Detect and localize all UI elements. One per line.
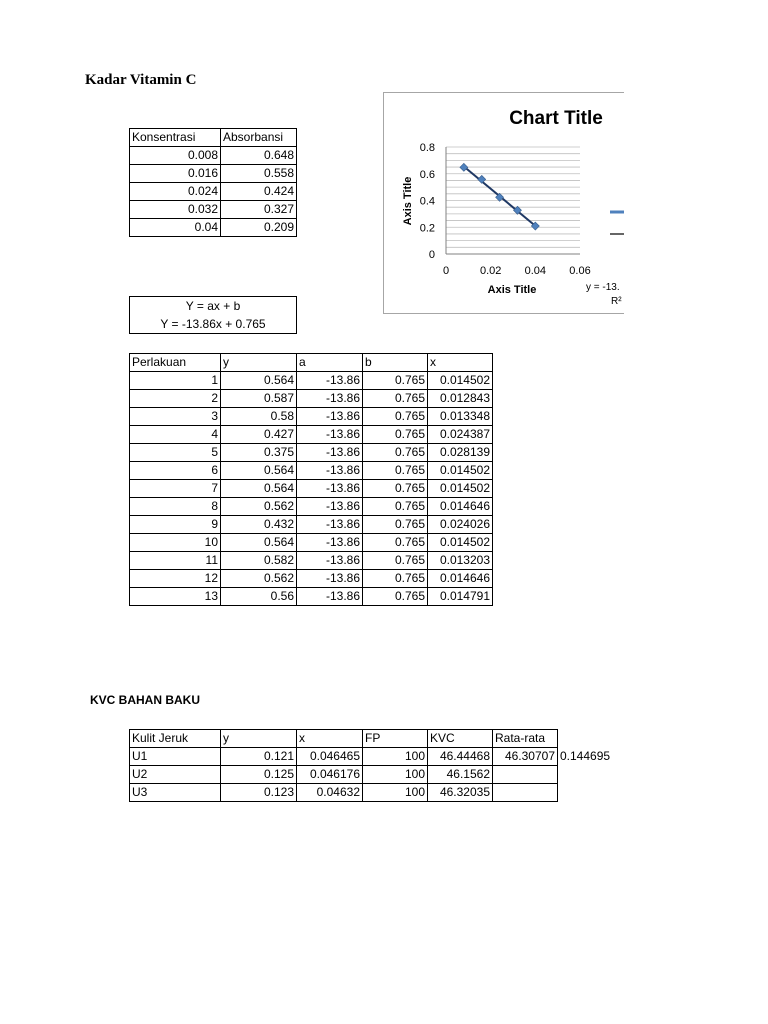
data-point [478, 175, 486, 183]
table-cell: 0.765 [363, 516, 428, 534]
table-cell: 0.558 [221, 165, 297, 183]
table-cell: 1 [130, 372, 221, 390]
header-cell: x [428, 354, 493, 372]
table-row [130, 165, 297, 183]
empty-cell [558, 730, 618, 748]
header-cell: y [221, 354, 297, 372]
table-cell: 0.04 [130, 219, 221, 237]
table-cell: 9 [130, 516, 221, 534]
chart-frame[interactable] [383, 92, 624, 314]
x-tick-label: 0.06 [569, 265, 591, 277]
table-cell: -13.86 [297, 516, 363, 534]
table-cell: 0.028139 [428, 444, 493, 462]
table-cell: 0.016 [130, 165, 221, 183]
x-tick-label: 0.04 [524, 265, 547, 277]
table-row [130, 534, 493, 552]
table-cell [493, 784, 558, 802]
table-cell: 46.32035 [428, 784, 493, 802]
table-cell: 0.013203 [428, 552, 493, 570]
table-cell: 8 [130, 498, 221, 516]
header-cell: a [297, 354, 363, 372]
table-cell: 0.209 [221, 219, 297, 237]
table-row [130, 201, 297, 219]
table-cell: 100 [363, 766, 428, 784]
table-cell: -13.86 [297, 480, 363, 498]
table-cell: 0.424 [221, 183, 297, 201]
table-cell: 0.765 [363, 552, 428, 570]
header-cell: FP [363, 730, 428, 748]
table-cell: 100 [363, 784, 428, 802]
table-cell: 0.123 [221, 784, 297, 802]
table-cell [558, 766, 618, 784]
table-cell: 0.014646 [428, 498, 493, 516]
header-cell: KVC [428, 730, 493, 748]
table-cell: 0.144695 [560, 749, 611, 763]
table-cell: 0.427 [221, 426, 297, 444]
header-cell: Konsentrasi [130, 129, 221, 147]
table-row [130, 408, 493, 426]
table-cell: 0.014791 [428, 588, 493, 606]
equation-box [129, 296, 297, 334]
table-row [130, 766, 618, 784]
table-cell: 0.562 [221, 570, 297, 588]
table-cell: U1 [130, 748, 221, 766]
header-cell: Rata-rata [493, 730, 558, 748]
table-cell: U2 [130, 766, 221, 784]
table-cell: 0.765 [363, 570, 428, 588]
table-cell: 2 [130, 390, 221, 408]
table-cell: 100 [363, 748, 428, 766]
table-cell: 0.032 [130, 201, 221, 219]
table-row [130, 390, 493, 408]
table-cell: -13.86 [297, 534, 363, 552]
table-row [130, 516, 493, 534]
chart-grid [446, 147, 580, 254]
table-cell: 0.765 [363, 408, 428, 426]
table-cell: 0.582 [221, 552, 297, 570]
table-cell: 11 [130, 552, 221, 570]
y-tick-label: 0.4 [419, 195, 435, 208]
table-cell: -13.86 [297, 570, 363, 588]
table-cell: 0.765 [363, 588, 428, 606]
header-cell: Kulit Jeruk [130, 730, 221, 748]
table-row [130, 219, 297, 237]
table-cell: 0.014502 [428, 534, 493, 552]
table-row [130, 462, 493, 480]
table-cell: 0.012843 [428, 390, 493, 408]
table-cell: 0.564 [221, 480, 297, 498]
table-cell: 0.765 [363, 498, 428, 516]
equation-general: Y = ax + b [185, 299, 241, 313]
table-header-row [130, 354, 493, 372]
x-tick-label: 0.02 [479, 265, 502, 277]
table-cell: 0.58 [221, 408, 297, 426]
table-cell: 0.375 [221, 444, 297, 462]
table-cell: 0.56 [221, 588, 297, 606]
table-cell: -13.86 [297, 552, 363, 570]
table-cell: -13.86 [297, 588, 363, 606]
table-cell: U3 [130, 784, 221, 802]
table-cell: 0.587 [221, 390, 297, 408]
table-cell: 46.30707 [493, 748, 558, 766]
table-row [130, 183, 297, 201]
table-cell: 0.562 [221, 498, 297, 516]
x-tick-label: 0 [442, 265, 450, 277]
table-cell: 0.014502 [428, 372, 493, 390]
table-row [130, 570, 493, 588]
table-row [130, 748, 618, 766]
table-cell: 5 [130, 444, 221, 462]
table-cell: -13.86 [297, 444, 363, 462]
table-cell: 0.432 [221, 516, 297, 534]
table-cell: 0.765 [363, 534, 428, 552]
y-tick-label: 0.2 [419, 222, 435, 235]
table-row [130, 588, 493, 606]
r2-label: R² [611, 296, 622, 307]
chart-title: Chart Title [509, 108, 603, 129]
table-cell: 4 [130, 426, 221, 444]
table-row [130, 444, 493, 462]
table-cell: -13.86 [297, 390, 363, 408]
scatter-chart [384, 93, 624, 313]
table-cell: 46.44468 [428, 748, 493, 766]
table-cell: 0.008 [130, 147, 221, 165]
table-cell: 0.564 [221, 372, 297, 390]
table-cell: 6 [130, 462, 221, 480]
table-row [130, 480, 493, 498]
table-cell: -13.86 [297, 498, 363, 516]
table-cell: 0.024387 [428, 426, 493, 444]
kvc-table [129, 729, 618, 802]
table-cell: 7 [130, 480, 221, 498]
table-cell: -13.86 [297, 372, 363, 390]
table-cell: -13.86 [297, 462, 363, 480]
table-cell [493, 766, 558, 784]
table-cell: 10 [130, 534, 221, 552]
table-cell: 13 [130, 588, 221, 606]
perlakuan-table [129, 353, 493, 606]
table-cell: 0.765 [363, 390, 428, 408]
table-cell: 0.125 [221, 766, 297, 784]
table-cell: 0.765 [363, 444, 428, 462]
equation-fitted: Y = -13.86x + 0.765 [160, 317, 266, 331]
header-cell: Absorbansi [221, 129, 297, 147]
x-axis-title: Axis Title [487, 284, 537, 296]
table-cell: 0.648 [221, 147, 297, 165]
table-cell: 0.013348 [428, 408, 493, 426]
table-row [130, 552, 493, 570]
table-cell: 0.014502 [428, 462, 493, 480]
header-cell: b [363, 354, 428, 372]
table-cell: 0.564 [221, 462, 297, 480]
table-cell: -13.86 [297, 426, 363, 444]
table-cell: 0.024026 [428, 516, 493, 534]
table-cell: 0.765 [363, 480, 428, 498]
table-row [130, 147, 297, 165]
table-row [130, 426, 493, 444]
table-row [130, 372, 493, 390]
y-axis-title: Axis Title [402, 176, 414, 226]
y-tick-label: 0.6 [419, 168, 435, 181]
table-cell: 0.765 [363, 426, 428, 444]
table-header-row [130, 730, 618, 748]
header-cell: x [297, 730, 363, 748]
table-cell: 0.024 [130, 183, 221, 201]
table-cell: 0.014646 [428, 570, 493, 588]
y-tick-label: 0.8 [419, 142, 435, 154]
table-cell: 12 [130, 570, 221, 588]
table-cell: 0.014502 [428, 480, 493, 498]
table-row [130, 784, 618, 802]
table-cell: 0.765 [363, 462, 428, 480]
table-cell: 0.046465 [297, 748, 363, 766]
table-row [130, 498, 493, 516]
table-cell: 0.765 [363, 372, 428, 390]
table-cell: -13.86 [297, 408, 363, 426]
table-cell: 46.1562 [428, 766, 493, 784]
header-cell: Perlakuan [130, 354, 221, 372]
table-cell: 0.327 [221, 201, 297, 219]
trendline-equation-label: y = -13. [586, 282, 620, 293]
table-cell: 0.04632 [297, 784, 363, 802]
table-cell: 0.564 [221, 534, 297, 552]
standard-table [129, 128, 297, 237]
table-cell [558, 784, 618, 802]
table-cell: 0.046176 [297, 766, 363, 784]
table-cell: 3 [130, 408, 221, 426]
table-header-row [130, 129, 297, 147]
y-tick-label: 0 [428, 249, 435, 261]
kvc-section-title: KVC BAHAN BAKU [90, 693, 200, 707]
header-cell: y [221, 730, 297, 748]
page-title: Kadar Vitamin C [85, 72, 197, 88]
chart-ticks [420, 142, 591, 277]
table-cell: 0.121 [221, 748, 297, 766]
